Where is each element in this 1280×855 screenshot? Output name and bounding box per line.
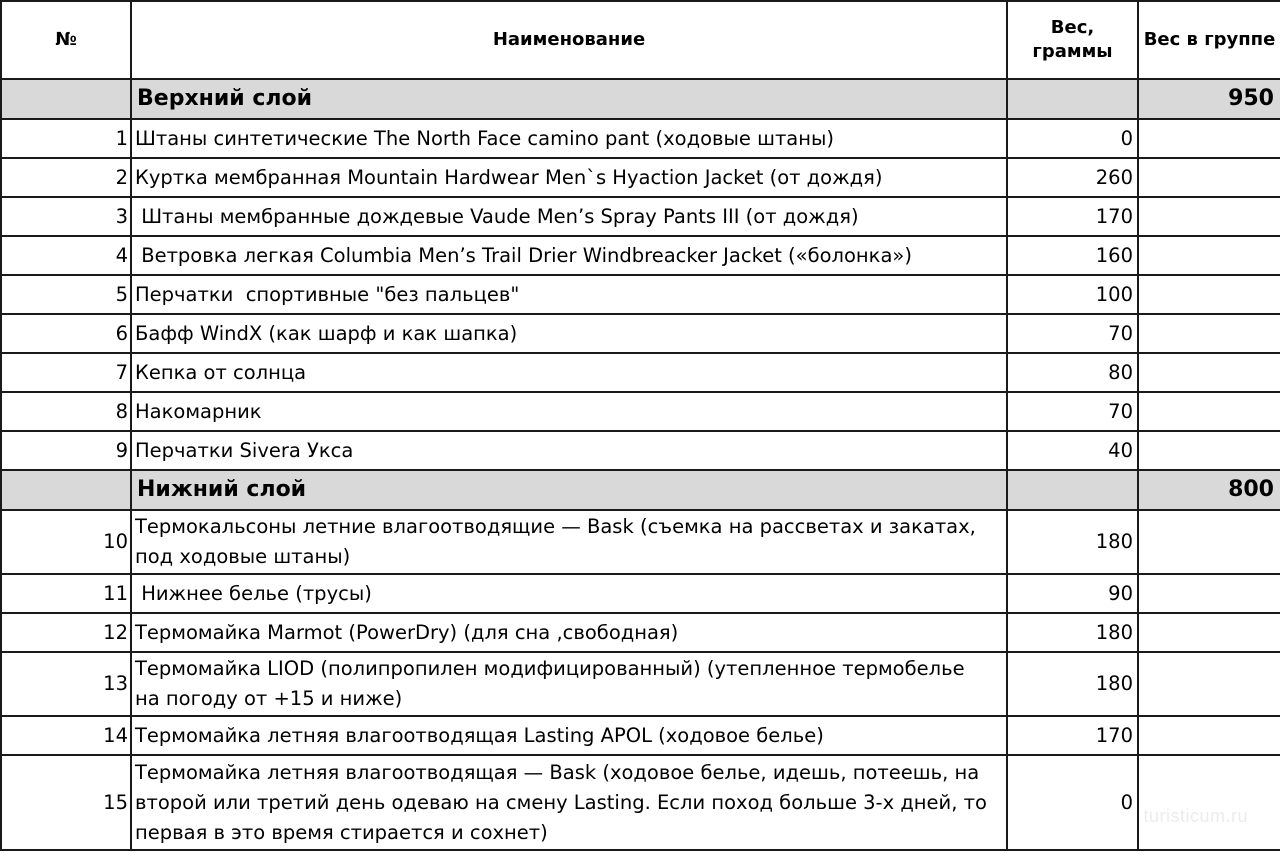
item-name-line: Термомайка летняя влагоотводящая — Bask (ходовое белье, идешь, потеешь, на: [135, 760, 980, 784]
table-row: [1, 236, 1280, 275]
item-weight: 0: [1007, 119, 1138, 158]
item-group-weight: [1138, 353, 1280, 392]
item-weight: 160: [1007, 236, 1138, 275]
item-number: 3: [1, 197, 131, 236]
item-group-weight: [1138, 197, 1280, 236]
group-total: 800: [1138, 470, 1280, 510]
item-number: 6: [1, 314, 131, 353]
item-weight: 70: [1007, 314, 1138, 353]
item-weight: 260: [1007, 158, 1138, 197]
item-weight: 170: [1007, 716, 1138, 755]
group-title: Нижний слой: [131, 470, 1007, 510]
table-row: [1, 314, 1280, 353]
item-name-line: Термомайка LIOD (полипропилен модифицированный) (утепленное термобелье: [135, 657, 965, 680]
item-name: Штаны синтетические The North Face camino pant (ходовые штаны): [131, 119, 1007, 158]
item-number: 2: [1, 158, 131, 197]
header-weight-line1: Вес,: [1050, 17, 1095, 38]
item-name: Нижнее белье (трусы): [131, 574, 1007, 613]
item-number: 8: [1, 392, 131, 431]
item-number: 1: [1, 119, 131, 158]
item-name: Куртка мембранная Mountain Hardwear Men`s Hyaction Jacket (от дождя): [131, 158, 1007, 197]
item-weight: 90: [1007, 574, 1138, 613]
table-row: [1, 574, 1280, 613]
item-group-weight: [1138, 431, 1280, 470]
header-num: №: [1, 1, 131, 79]
item-name-line: второй или третий день одеваю на смену Lasting. Если поход больше 3-х дней, то: [135, 790, 987, 814]
item-number: 15: [1, 755, 131, 850]
item-group-weight: [1138, 314, 1280, 353]
item-weight: 80: [1007, 353, 1138, 392]
item-group-weight: [1138, 574, 1280, 613]
table-row: [1, 353, 1280, 392]
header-weight: [1007, 1, 1138, 79]
item-name: Перчатки Sivera Укса: [131, 431, 1007, 470]
item-name-line: на погоду от +15 и ниже): [135, 687, 403, 710]
item-group-weight: [1138, 275, 1280, 314]
table-row: [1, 119, 1280, 158]
item-number: 14: [1, 716, 131, 755]
group-title: Верхний слой: [131, 79, 1007, 119]
item-name: Накомарник: [131, 392, 1007, 431]
header-group-weight: Вес в группе: [1138, 1, 1280, 79]
item-name: Термомайка летняя влагоотводящая Lasting APOL (ходовое белье): [131, 716, 1007, 755]
item-group-weight: [1138, 755, 1280, 850]
item-name-line: первая в это время стирается и сохнет): [135, 820, 548, 844]
item-name: [131, 755, 1007, 850]
group-total: 950: [1138, 79, 1280, 119]
item-weight: 180: [1007, 652, 1138, 716]
item-number: 11: [1, 574, 131, 613]
item-name-line: под ходовые штаны): [135, 545, 351, 568]
item-name: [131, 510, 1007, 574]
item-weight: 100: [1007, 275, 1138, 314]
table-row: [1, 275, 1280, 314]
table-row: [1, 716, 1280, 755]
item-number: 12: [1, 613, 131, 652]
item-number: 13: [1, 652, 131, 716]
item-weight: 40: [1007, 431, 1138, 470]
item-weight: 170: [1007, 197, 1138, 236]
item-group-weight: [1138, 652, 1280, 716]
item-name: Перчатки спортивные "без пальцев": [131, 275, 1007, 314]
table-row: [1, 392, 1280, 431]
watermark-text: turisticum.ru: [1143, 806, 1248, 826]
item-group-weight: [1138, 510, 1280, 574]
header-name: Наименование: [131, 1, 1007, 79]
item-group-weight: [1138, 392, 1280, 431]
table-row: [1, 158, 1280, 197]
group-row: [1, 79, 1280, 119]
item-name: Ветровка легкая Columbia Men’s Trail Drier Windbreacker Jacket («болонка»): [131, 236, 1007, 275]
item-group-weight: [1138, 613, 1280, 652]
item-name: Штаны мембранные дождевые Vaude Men’s Spray Pants III (от дождя): [131, 197, 1007, 236]
item-name: Кепка от солнца: [131, 353, 1007, 392]
item-name: Термомайка Marmot (PowerDry) (для сна ,свободная): [131, 613, 1007, 652]
header-row: [1, 1, 1280, 79]
item-number: 10: [1, 510, 131, 574]
group-weight-cell: [1007, 470, 1138, 510]
item-number: 4: [1, 236, 131, 275]
table-row: [1, 431, 1280, 470]
item-weight: 70: [1007, 392, 1138, 431]
item-number: 7: [1, 353, 131, 392]
group-num-cell: [1, 470, 131, 510]
group-weight-cell: [1007, 79, 1138, 119]
item-weight: 0: [1007, 755, 1138, 850]
table-row: [1, 652, 1280, 716]
item-number: 9: [1, 431, 131, 470]
item-weight: 180: [1007, 510, 1138, 574]
header-weight-line2: граммы: [1032, 41, 1113, 62]
table-row: [1, 755, 1280, 850]
item-name: [131, 652, 1007, 716]
item-group-weight: [1138, 119, 1280, 158]
table-row: [1, 510, 1280, 574]
item-group-weight: [1138, 716, 1280, 755]
group-num-cell: [1, 79, 131, 119]
item-group-weight: [1138, 236, 1280, 275]
item-weight: 180: [1007, 613, 1138, 652]
group-row: [1, 470, 1280, 510]
table-row: [1, 197, 1280, 236]
item-name-line: Термокальсоны летние влагоотводящие — Bask (съемка на рассветах и закатах,: [135, 515, 976, 538]
table-row: [1, 613, 1280, 652]
item-number: 5: [1, 275, 131, 314]
item-name: Бафф WindX (как шарф и как шапка): [131, 314, 1007, 353]
item-group-weight: [1138, 158, 1280, 197]
